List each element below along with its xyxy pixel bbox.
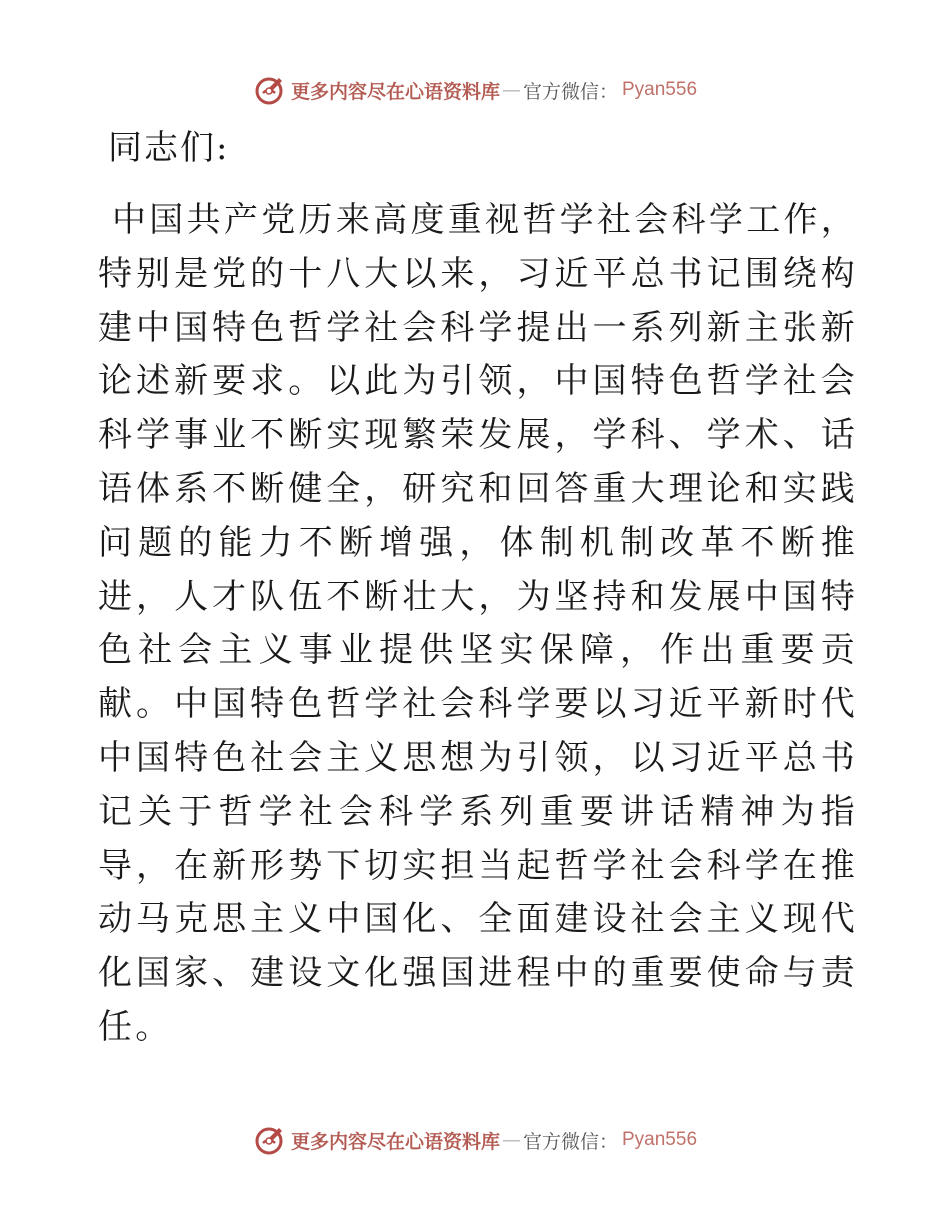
greeting: 同志们: (108, 128, 230, 168)
watermark-wechat-id: Pyan556 (622, 79, 698, 100)
watermark-wechat-label: 官方微信： (522, 1130, 618, 1153)
header-watermark (0, 70, 950, 110)
footer-watermark (0, 1120, 950, 1160)
watermark-wechat-id: Pyan556 (622, 1129, 698, 1150)
body-paragraph: 中国共产党历来高度重视哲学社会科学工作，特别是党的十八大以来，习近平总书记围绕构建中国特色哲学社会科学提出一系列新主张新论述新要求。以此为引领，中国特色哲学社会科学事业不断实现繁荣发展，学科、学术、话语体系不断健全，研究和回答重大理论和实践问题的能力不断增强，体制机制改革不断推进，人才队伍不断壮大，为坚持和发展中国特色社会主义事业提供坚实保障，作出重要贡献。中国特色哲学社会科学要以习近平新时代中国特色社会主义思想为引领，以习近平总书记关于哲学社会科学系列重要讲话精神为指导，在新形势下切实担当起哲学社会科学在推动马克思主义中国化、全面建设社会主义现代化国家、建设文化强国进程中的重要使命与责任。 (98, 200, 858, 1047)
watermark-brand: 更多内容尽在心语资料库 (290, 1130, 500, 1153)
watermark-brand: 更多内容尽在心语资料库 (290, 80, 500, 103)
watermark-separator: — (501, 1129, 521, 1151)
book-pen-logo-icon (253, 73, 287, 107)
watermark-separator: — (501, 79, 521, 101)
watermark-wechat-label: 官方微信： (522, 80, 618, 103)
book-pen-logo-icon (253, 1123, 287, 1157)
